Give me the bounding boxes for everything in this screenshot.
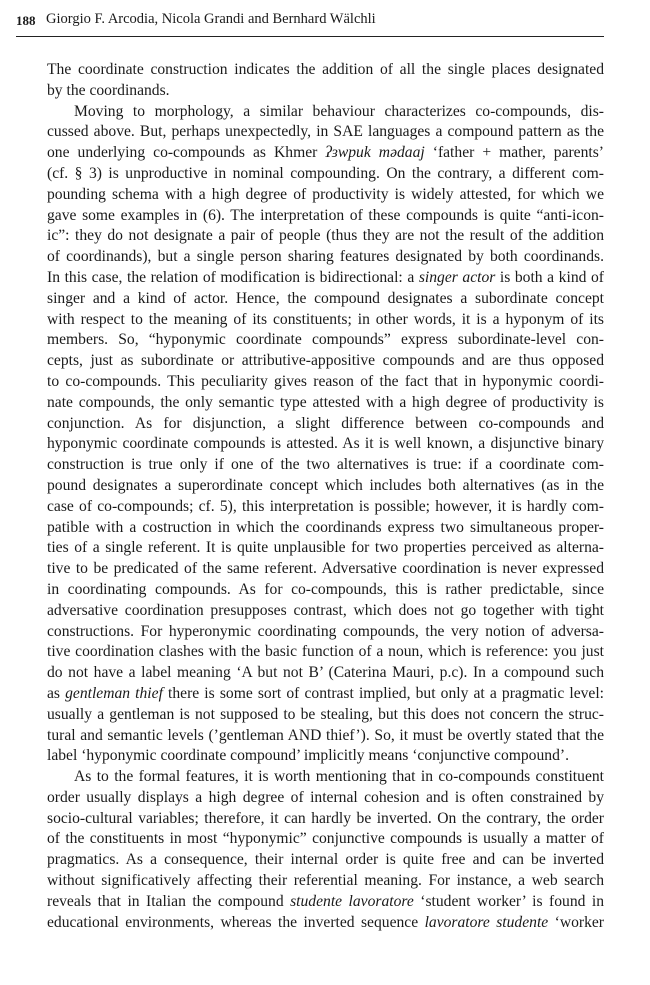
text-line: singer and a kind of actor. Hence, the compound designates a subordinate concept [47,289,604,307]
text-line: hyponymic coordinate compounds is attested. As it is well known, a disjunctive binary [47,435,604,453]
text-line: members. So, “hyponymic coordinate compounds” express subordinate-level con- [47,331,604,349]
text-line: gave some examples in (6). The interpretation of these compounds is quite “anti-icon- [47,206,604,224]
text-line: in coordinating compounds. As for co-compounds, this is rather predictable, since [47,580,604,598]
text-line: cepts, just as subordinate or attributive-appositive compounds and are thus opposed [47,352,604,370]
italic-term: singer actor [418,268,496,286]
text-line: educational environments, whereas the inverted sequence lavoratore studente ‘worker [47,913,604,931]
text-line: socio-cultural variables; therefore, it can hardly be inverted. On the contrary, the order [47,809,604,827]
text-line: construction is true only if one of the two alternatives is true: if a coordinate com- [47,456,604,474]
italic-term: studente lavoratore [290,892,414,910]
italic-term: gentleman thief [65,684,163,702]
text-line: patible with a costruction in which the coordinands express two simultaneous proper- [47,518,604,536]
page-number: 188 [16,13,36,28]
text-line: In this case, the relation of modification is bidirectional: a singer actor is both a kind of [47,268,604,286]
text-line: case of co-compounds; cf. 5), this interpretation is possible; however, it is hardly com- [47,497,604,515]
text-line: reveals that in Italian the compound studente lavoratore ‘student worker’ is found in [47,892,604,910]
text-line: tural and semantic levels (’gentleman AND thief’). So, it must be overtly stated that the [47,726,604,744]
text-line: The coordinate construction indicates the addition of all the single places designated [47,61,604,78]
text-line: (cf. § 3) is unproductive in nominal compounding. On the contrary, a different com- [47,164,604,182]
text-line: to co-compounds. This peculiarity gives reason of the fact that in hyponymic coordi- [47,372,604,390]
text-line: of coordinands), but a single person sharing features designated by both coordinands. [47,248,604,266]
text-line: label ‘hyponymic coordinate compound’ implicitly means ‘conjunctive compound’. [47,747,569,765]
text-line: order usually displays a high degree of internal cohesion and is often constrained by [47,788,604,806]
text-line: one underlying co-compounds as Khmer ʔɜwpuk mədaaj ‘father + mather, parents’ [47,144,604,162]
text-line: of the constituents in most “hyponymic” conjunctive compounds is usually a matter of [47,830,604,848]
text-line: As to the formal features, it is worth mentioning that in co-compounds constituent [74,768,604,786]
running-header [16,10,604,37]
text-line: nate compounds, the only semantic type attested with a high degree of productivity is [47,393,604,411]
text-line: tive coordination clashes with the basic function of a noun, which is reference: you just [47,643,604,661]
text-line: by the coordinands. [47,81,170,99]
text-line: usually a gentleman is not supposed to be stealing, but this does not concern the struc- [47,705,604,723]
body-text [47,60,604,933]
text-line: constructions. For hyperonymic coordinating compounds, the very notion of adversa- [47,622,604,640]
text-line: pragmatics. As a consequence, their internal order is quite free and can be inverted [47,851,604,869]
italic-term: ʔɜwpuk mədaaj [325,144,425,162]
text-line: ties of a single referent. It is quite unplausible for two properties perceived as alterna- [47,539,604,557]
text-line: cussed above. But, perhaps unexpectedly, in SAE languages a compound pattern as the [47,123,604,141]
text-line: do not have a label meaning ‘A but not B’ (Caterina Mauri, p.c). In a compound such [47,664,604,682]
text-line: Moving to morphology, a similar behaviour characterizes co-compounds, dis- [74,102,604,120]
italic-term: lavoratore studente [424,913,549,931]
text-line: adversative coordination presupposes contrast, which does not go together with tight [47,601,604,619]
text-line: as gentleman thief there is some sort of contrast implied, but only at a pragmatic level: [47,684,604,702]
text-line: with respect to the meaning of its constituents; in other words, it is a hyponym of its [47,310,604,328]
text-line: pounding schema with a high degree of productivity is widely attested, for which we [47,185,604,203]
running-head-authors: Giorgio F. Arcodia, Nicola Grandi and Bernhard Wälchli [46,11,376,27]
text-line: pound designates a superordinate concept which includes both alternatives (as in the [47,476,604,494]
text-line: without significatively affecting their referential meaning. For instance, a web search [47,872,604,890]
text-line: conjunction. As for disjunction, a slight difference between co-compounds and [47,414,604,432]
text-line: tive to be predicated of the same referent. Adversative coordination is never expressed [47,560,604,578]
text-line: ic”: they do not designate a pair of people (thus they are not the result of the addition [47,227,604,245]
